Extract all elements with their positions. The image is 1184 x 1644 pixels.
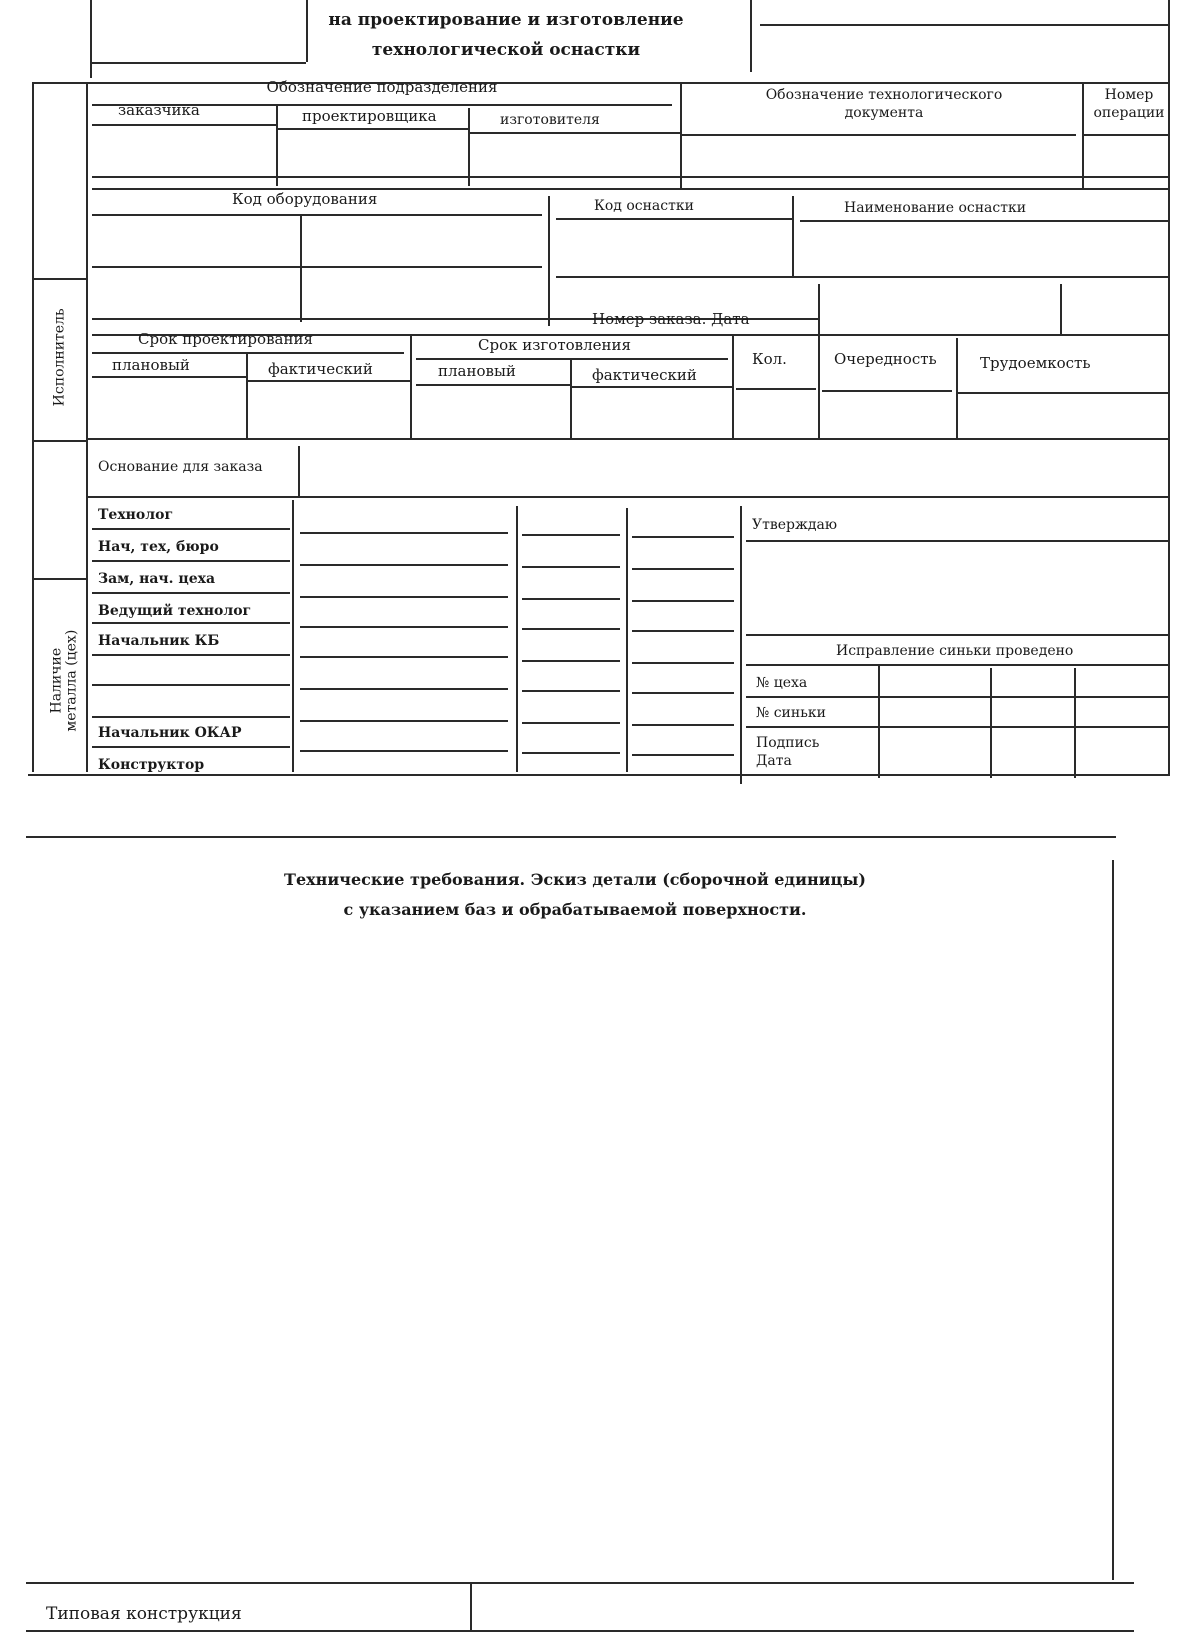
operation-label-line1: Номер	[1104, 87, 1154, 103]
manufacture-actual-label: фактический	[592, 366, 697, 384]
designer-label: проектировщика	[302, 107, 437, 125]
shop-number-label: № цеха	[756, 675, 808, 691]
manufacturer-label: изготовителя	[500, 112, 600, 128]
tech-document-label-line1: Обозначение технологического	[765, 87, 1003, 103]
form-title-line1: на проектирование и изготовление	[328, 10, 684, 30]
form-title-line2: технологической оснастки	[371, 40, 641, 60]
approve-label: Утверждаю	[752, 517, 838, 533]
design-actual-label: фактический	[268, 360, 373, 378]
operation-label-line2: операции	[1093, 105, 1165, 121]
priority-label: Очередность	[834, 350, 937, 368]
correction-heading: Исправление синьки проведено	[836, 643, 1074, 659]
print-number-label: № синьки	[756, 705, 826, 721]
executor-side-label: Исполнитель	[51, 308, 68, 407]
manufacture-planned-label: плановый	[438, 362, 516, 380]
equipment-code-label: Код оборудования	[232, 190, 378, 208]
division-heading: Обозначение подразделения	[266, 78, 498, 96]
tooling-code-label: Код оснастки	[594, 198, 694, 214]
tech-document-label-line2: документа	[844, 105, 924, 121]
design-term-heading: Срок проектирования	[138, 330, 313, 348]
customer-label: заказчика	[118, 101, 200, 119]
typical-design-label: Типовая конструкция	[46, 1604, 242, 1624]
quantity-label: Кол.	[752, 350, 787, 368]
order-number-date-label: Номер заказа. Дата	[592, 310, 750, 328]
date-label: Дата	[756, 753, 792, 769]
manufacture-term-heading: Срок изготовления	[478, 336, 631, 354]
design-planned-label: плановый	[112, 356, 190, 374]
requirements-line1: Технические требования. Эскиз детали (сборочной единицы)	[284, 870, 866, 889]
signatory-head-tech-bureau: Нач, тех, бюро	[98, 539, 219, 555]
signatory-lead-technologist: Ведущий технолог	[98, 603, 252, 619]
metal-side-label: Наличие металла (цех)	[48, 629, 79, 732]
tooling-name-label: Наименование оснастки	[844, 200, 1027, 216]
signatory-constructor: Конструктор	[98, 757, 205, 773]
signatory-head-okar: Начальник ОКАР	[98, 725, 242, 741]
order-basis-label: Основание для заказа	[98, 459, 263, 475]
signature-label: Подпись	[756, 735, 820, 751]
signatory-head-kb: Начальник КБ	[98, 633, 220, 649]
signatory-technologist: Технолог	[98, 507, 174, 523]
signatory-deputy-shop-head: Зам, нач. цеха	[98, 571, 216, 587]
labor-label: Трудоемкость	[980, 354, 1091, 372]
requirements-line2: с указанием баз и обрабатываемой поверхности.	[343, 900, 807, 919]
